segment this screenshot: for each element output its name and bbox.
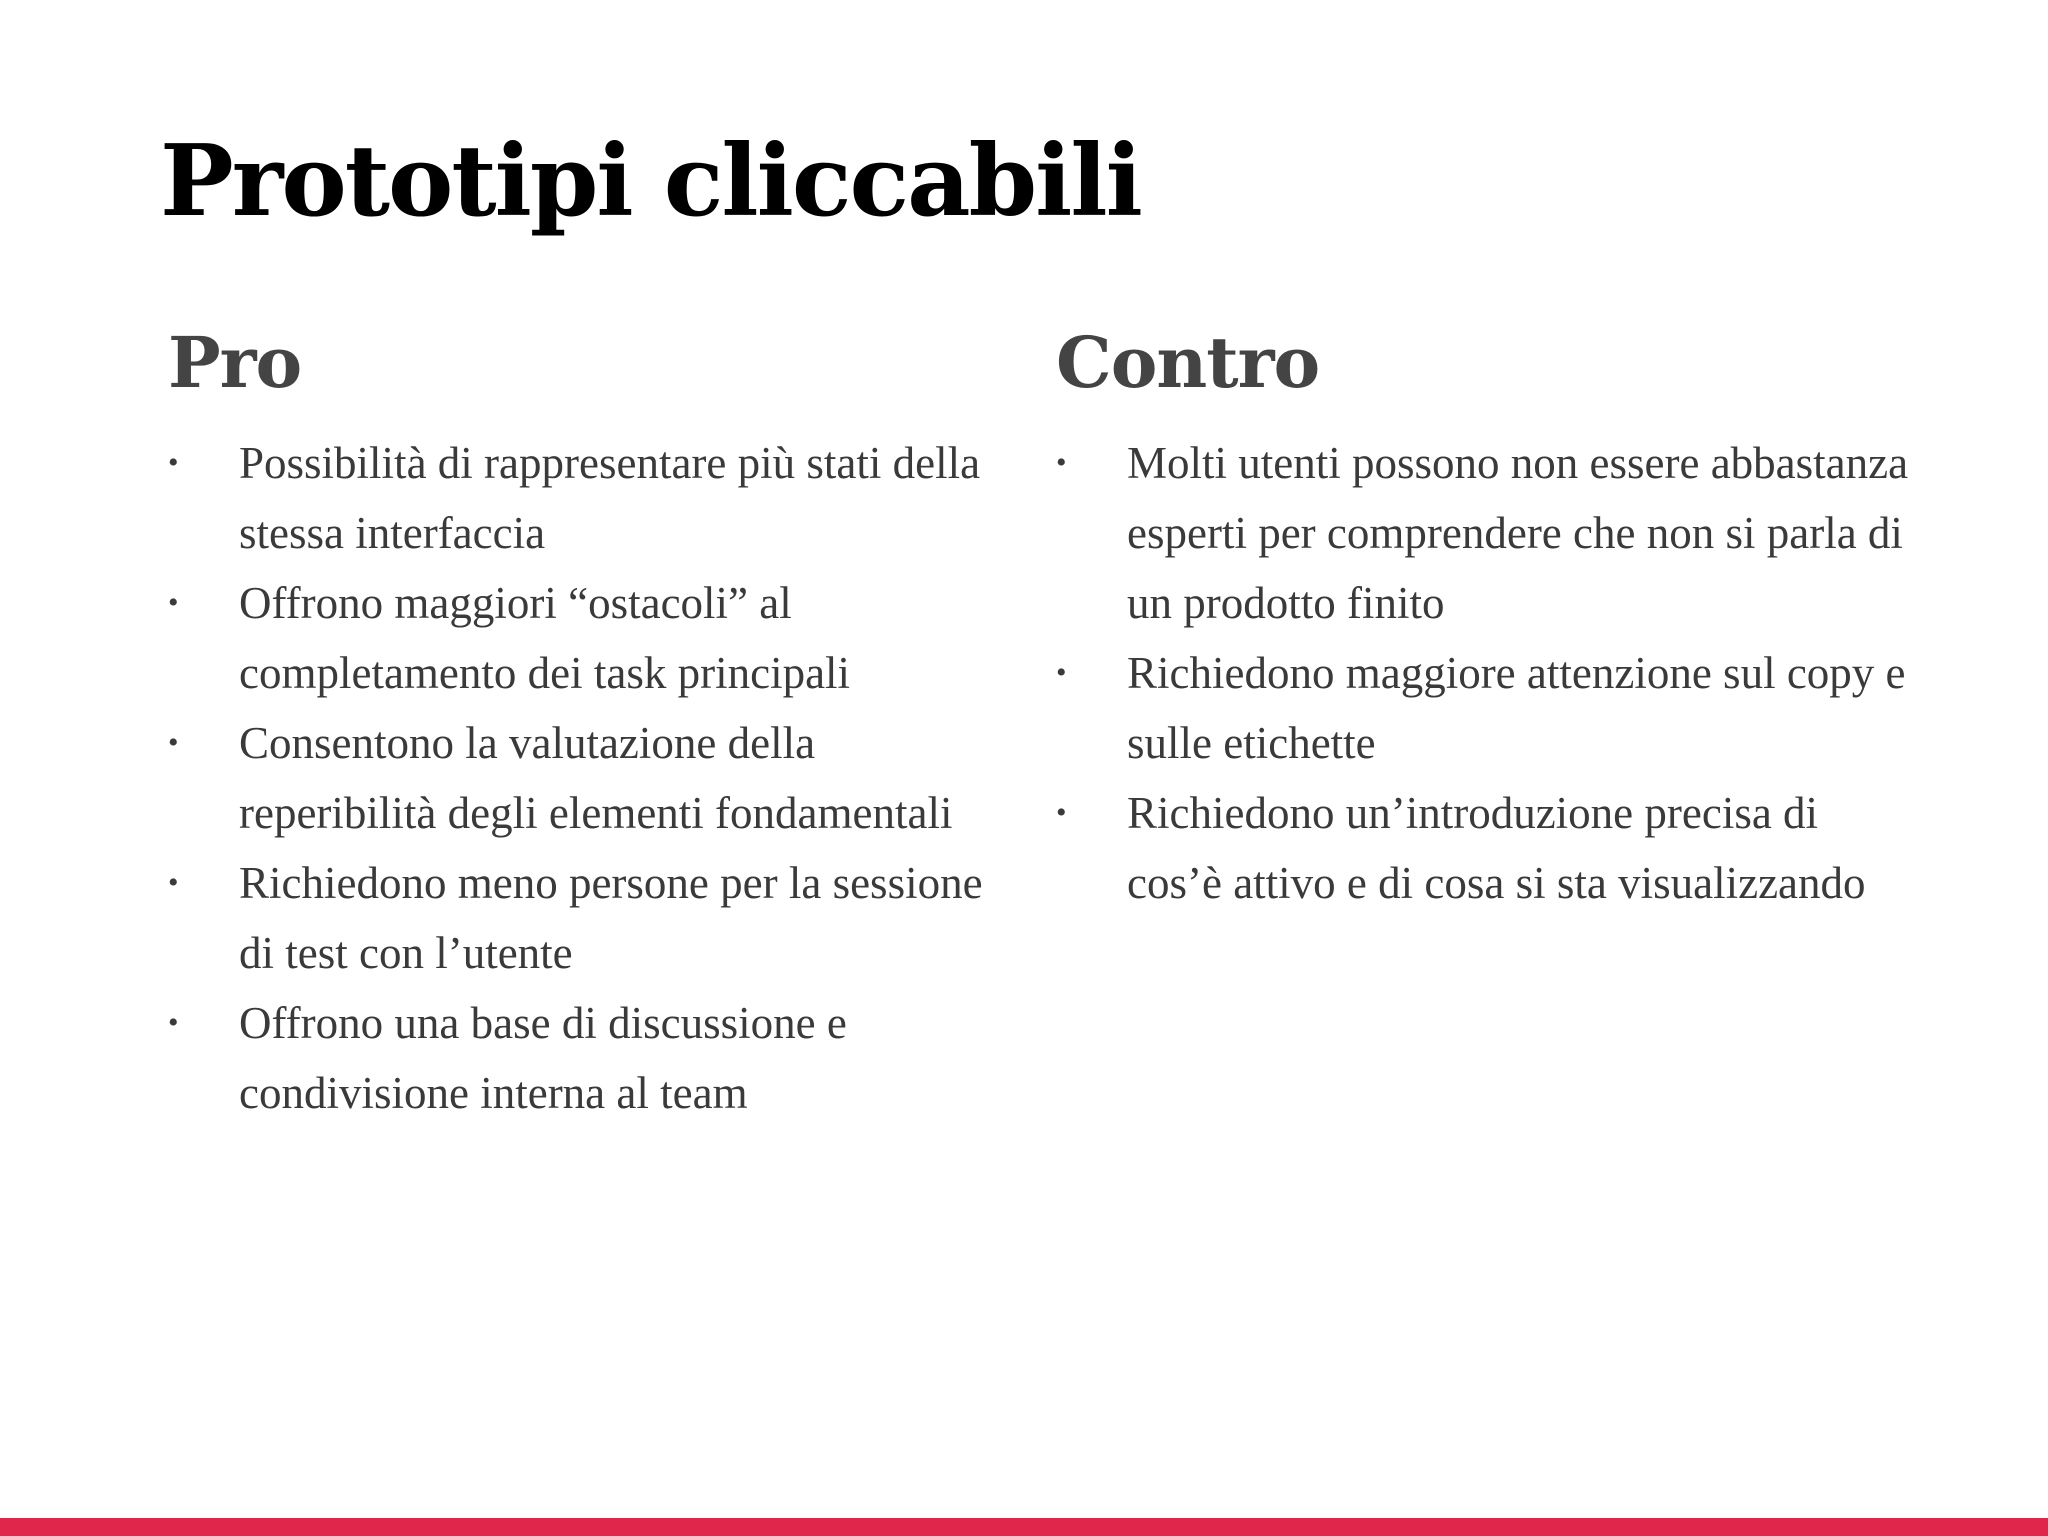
bullet-icon: • <box>1056 796 1067 829</box>
contro-item-text: Molti utenti possono non essere abbastanza esperti per comprendere che non si parla di un prodotto finito <box>1127 438 1909 628</box>
pro-item <box>168 988 1018 1128</box>
accent-bar <box>0 1518 2048 1536</box>
bullet-icon: • <box>168 726 179 759</box>
pro-item <box>168 708 1018 848</box>
contro-item <box>1056 778 1916 918</box>
slide-title: Prototipi cliccabili <box>160 124 1141 239</box>
bullet-icon: • <box>1056 656 1067 689</box>
pro-heading: Pro <box>168 321 302 404</box>
bullet-icon: • <box>168 866 179 899</box>
contro-item-text: Richiedono un’introduzione precisa di cos’è attivo e di cosa si sta visualizzando <box>1127 788 1866 908</box>
contro-item <box>1056 428 1916 638</box>
pro-item <box>168 848 1018 988</box>
pro-column <box>168 318 1018 1128</box>
bullet-icon: • <box>1056 446 1067 479</box>
contro-item <box>1056 638 1916 778</box>
contro-column <box>1056 318 1916 918</box>
pro-item <box>168 428 1018 568</box>
contro-heading: Contro <box>1056 321 1320 404</box>
pro-item-text: Offrono maggiori “ostacoli” al completamento dei task principali <box>239 578 851 698</box>
contro-list <box>1056 428 1916 918</box>
pro-item-text: Richiedono meno persone per la sessione di test con l’utente <box>239 858 983 978</box>
pro-item <box>168 568 1018 708</box>
pro-item-text: Offrono una base di discussione e condivisione interna al team <box>239 998 847 1118</box>
pro-item-text: Possibilità di rappresentare più stati della stessa interfaccia <box>239 438 981 558</box>
pro-item-text: Consentono la valutazione della reperibilità degli elementi fondamentali <box>239 718 953 838</box>
bullet-icon: • <box>168 446 179 479</box>
bullet-icon: • <box>168 1006 179 1039</box>
bullet-icon: • <box>168 586 179 619</box>
pro-list <box>168 428 1018 1128</box>
contro-item-text: Richiedono maggiore attenzione sul copy e sulle etichette <box>1127 648 1906 768</box>
